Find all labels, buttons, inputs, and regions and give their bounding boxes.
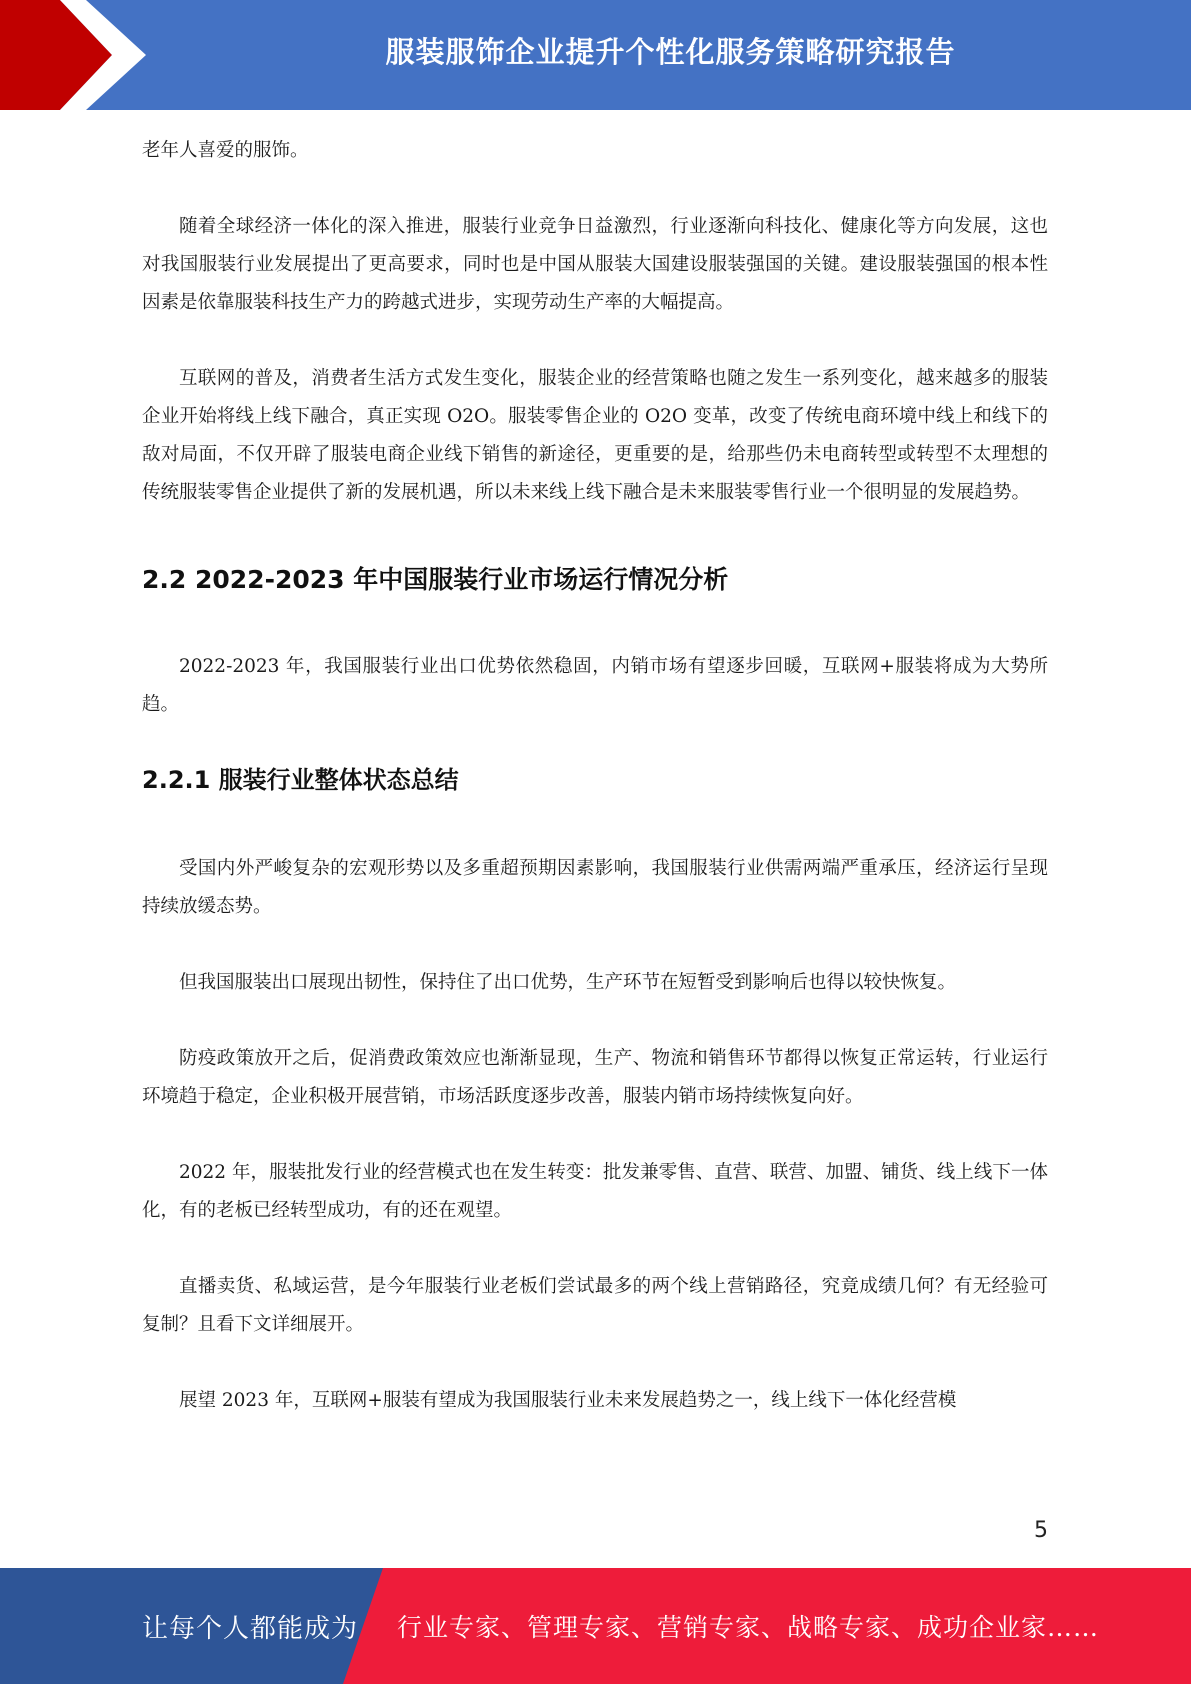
paragraph: 互联网的普及，消费者生活方式发生变化，服装企业的经营策略也随之发生一系列变化，越来越多的服装企业开始将线上线下融合，真正实现 O2O。服装零售企业的 O2O 变革，改变了传统电商环境中线上和线下的敌对局面，不仅开辟了服装电商企业线下销售的新途径，更重要的是，给那些仍未电商转型或转型不太理想的传统服装零售企业提供了新的发展机遇，所以未来线上线下融合是未来服装零售行业一个很明显的发展趋势。 [142, 368, 1048, 503]
paragraph: 老年人喜爱的服饰。 [142, 140, 309, 161]
paragraph: 随着全球经济一体化的深入推进，服装行业竞争日益激烈，行业逐渐向科技化、健康化等方向发展，这也对我国服装行业发展提出了更高要求，同时也是中国从服装大国建设服装强国的关键。建设服装强国的根本性因素是依靠服装科技生产力的跨越式进步，实现劳动生产率的大幅提高。 [142, 216, 1048, 313]
page-footer [0, 1568, 1191, 1684]
paragraph: 展望 2023 年，互联网+服装有望成为我国服装行业未来发展趋势之一，线上线下一体化经营模 [179, 1390, 957, 1411]
paragraph: 直播卖货、私域运营，是今年服装行业老板们尝试最多的两个线上营销路径，究竟成绩几何？有无经验可复制？且看下文详细展开。 [142, 1276, 1048, 1335]
page-header [0, 0, 1191, 110]
header-chevron-decoration [0, 0, 150, 110]
footer-slogan-left: 让每个人都能成为 [142, 1613, 359, 1644]
paragraph: 2022-2023 年，我国服装行业出口优势依然稳固，内销市场有望逐步回暖，互联网+服装将成为大势所趋。 [142, 656, 1048, 715]
page-number: 5 [1034, 1518, 1048, 1543]
subsection-heading: 2.2.1 服装行业整体状态总结 [142, 766, 459, 794]
paragraph: 2022 年，服装批发行业的经营模式也在发生转变：批发兼零售、直营、联营、加盟、铺货、线上线下一体化，有的老板已经转型成功，有的还在观望。 [142, 1162, 1048, 1221]
report-title: 服装服饰企业提升个性化服务策略研究报告 [385, 34, 956, 69]
footer-slogan-right: 行业专家、管理专家、营销专家、战略专家、成功企业家…… [397, 1613, 1100, 1642]
paragraph: 受国内外严峻复杂的宏观形势以及多重超预期因素影响，我国服装行业供需两端严重承压，经济运行呈现持续放缓态势。 [142, 858, 1048, 917]
paragraph: 但我国服装出口展现出韧性，保持住了出口优势，生产环节在短暂受到影响后也得以较快恢复。 [179, 972, 957, 993]
section-heading: 2.2 2022-2023 年中国服装行业市场运行情况分析 [142, 565, 729, 594]
page-body [142, 132, 1048, 1420]
paragraph: 防疫政策放开之后，促消费政策效应也渐渐显现，生产、物流和销售环节都得以恢复正常运转，行业运行环境趋于稳定，企业积极开展营销，市场活跃度逐步改善，服装内销市场持续恢复向好。 [142, 1048, 1048, 1107]
